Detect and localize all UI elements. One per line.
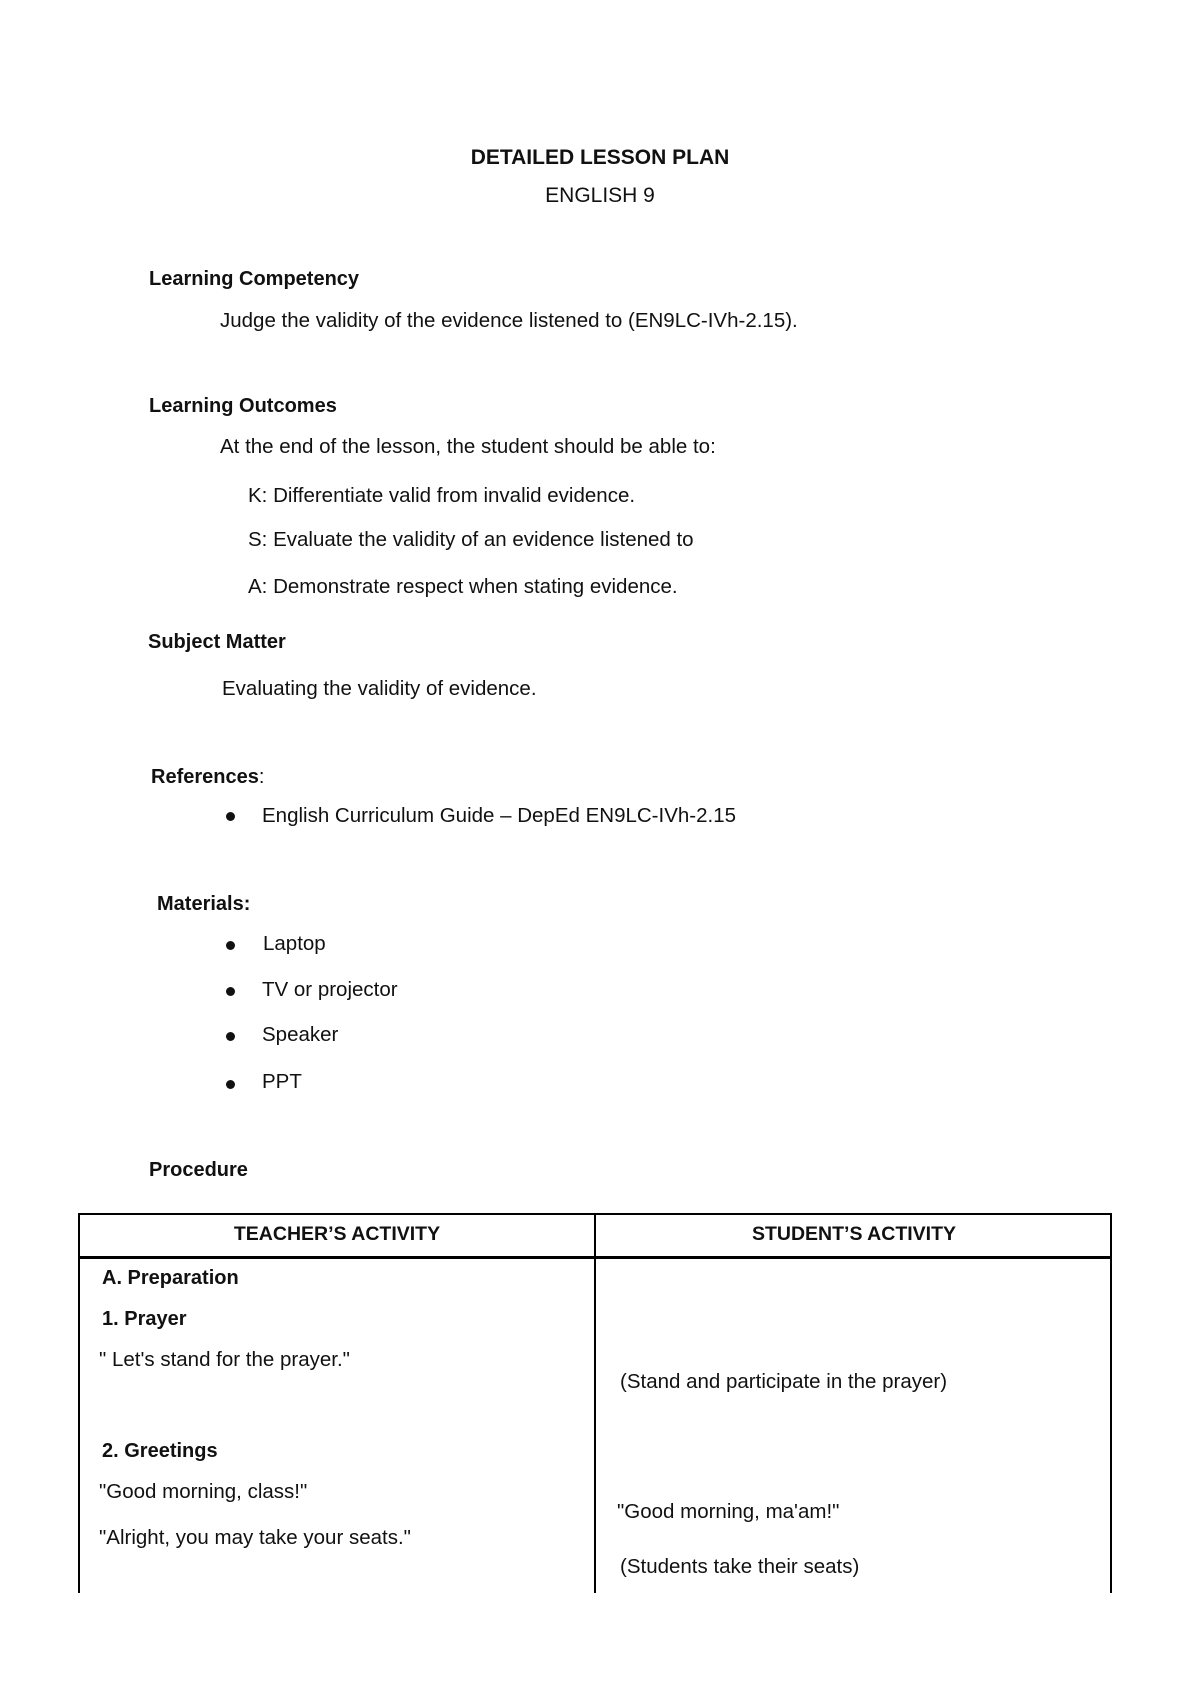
learning-competency-text: Judge the validity of the evidence listened to (EN9LC-IVh-2.15). — [220, 309, 798, 332]
procedure-table — [78, 1213, 1112, 1593]
bullet-icon — [226, 941, 235, 950]
subject-matter-text: Evaluating the validity of evidence. — [222, 677, 537, 700]
prayer-teacher-line: " Let's stand for the prayer." — [99, 1348, 350, 1371]
greetings-heading: 2. Greetings — [102, 1440, 218, 1462]
reference-item: English Curriculum Guide – DepEd EN9LC-IVh-2.15 — [262, 804, 737, 827]
prayer-heading: 1. Prayer — [102, 1308, 187, 1330]
material-item-ppt: PPT — [262, 1070, 302, 1093]
table-header-divider — [80, 1256, 1110, 1259]
material-item-tv: TV or projector — [262, 978, 398, 1001]
learning-outcomes-intro: At the end of the lesson, the student should be able to: — [220, 435, 716, 458]
bullet-icon — [226, 812, 235, 821]
greetings-student-line-2: (Students take their seats) — [620, 1555, 860, 1578]
references-heading-line — [151, 766, 264, 789]
table-column-divider — [594, 1215, 596, 1593]
student-activity-header: STUDENT’S ACTIVITY — [751, 1223, 957, 1245]
subject-matter-heading: Subject Matter — [148, 631, 286, 653]
greetings-teacher-line-2: "Alright, you may take your seats." — [99, 1526, 411, 1549]
document-subtitle: ENGLISH 9 — [545, 184, 655, 207]
materials-heading: Materials: — [157, 893, 251, 915]
learning-competency-heading: Learning Competency — [149, 268, 360, 290]
prayer-student-line: (Stand and participate in the prayer) — [620, 1370, 948, 1393]
greetings-teacher-line-1: "Good morning, class!" — [99, 1480, 308, 1503]
references-colon: : — [258, 766, 265, 788]
bullet-icon — [226, 987, 235, 996]
references-heading: References — [151, 766, 259, 788]
learning-outcomes-heading: Learning Outcomes — [149, 395, 337, 417]
procedure-heading: Procedure — [149, 1159, 248, 1181]
bullet-icon — [226, 1032, 235, 1041]
document-title: DETAILED LESSON PLAN — [470, 146, 730, 169]
greetings-student-line-1: "Good morning, ma'am!" — [617, 1500, 840, 1523]
material-item-speaker: Speaker — [262, 1023, 339, 1046]
learning-outcome-attitude: A: Demonstrate respect when stating evidence. — [248, 575, 678, 598]
bullet-icon — [226, 1080, 235, 1089]
learning-outcome-knowledge: K: Differentiate valid from invalid evidence. — [248, 484, 636, 507]
teacher-activity-header: TEACHER’S ACTIVITY — [233, 1223, 441, 1245]
material-item-laptop: Laptop — [263, 932, 326, 955]
learning-outcome-skill: S: Evaluate the validity of an evidence listened to — [248, 528, 694, 551]
section-preparation: A. Preparation — [102, 1267, 239, 1289]
